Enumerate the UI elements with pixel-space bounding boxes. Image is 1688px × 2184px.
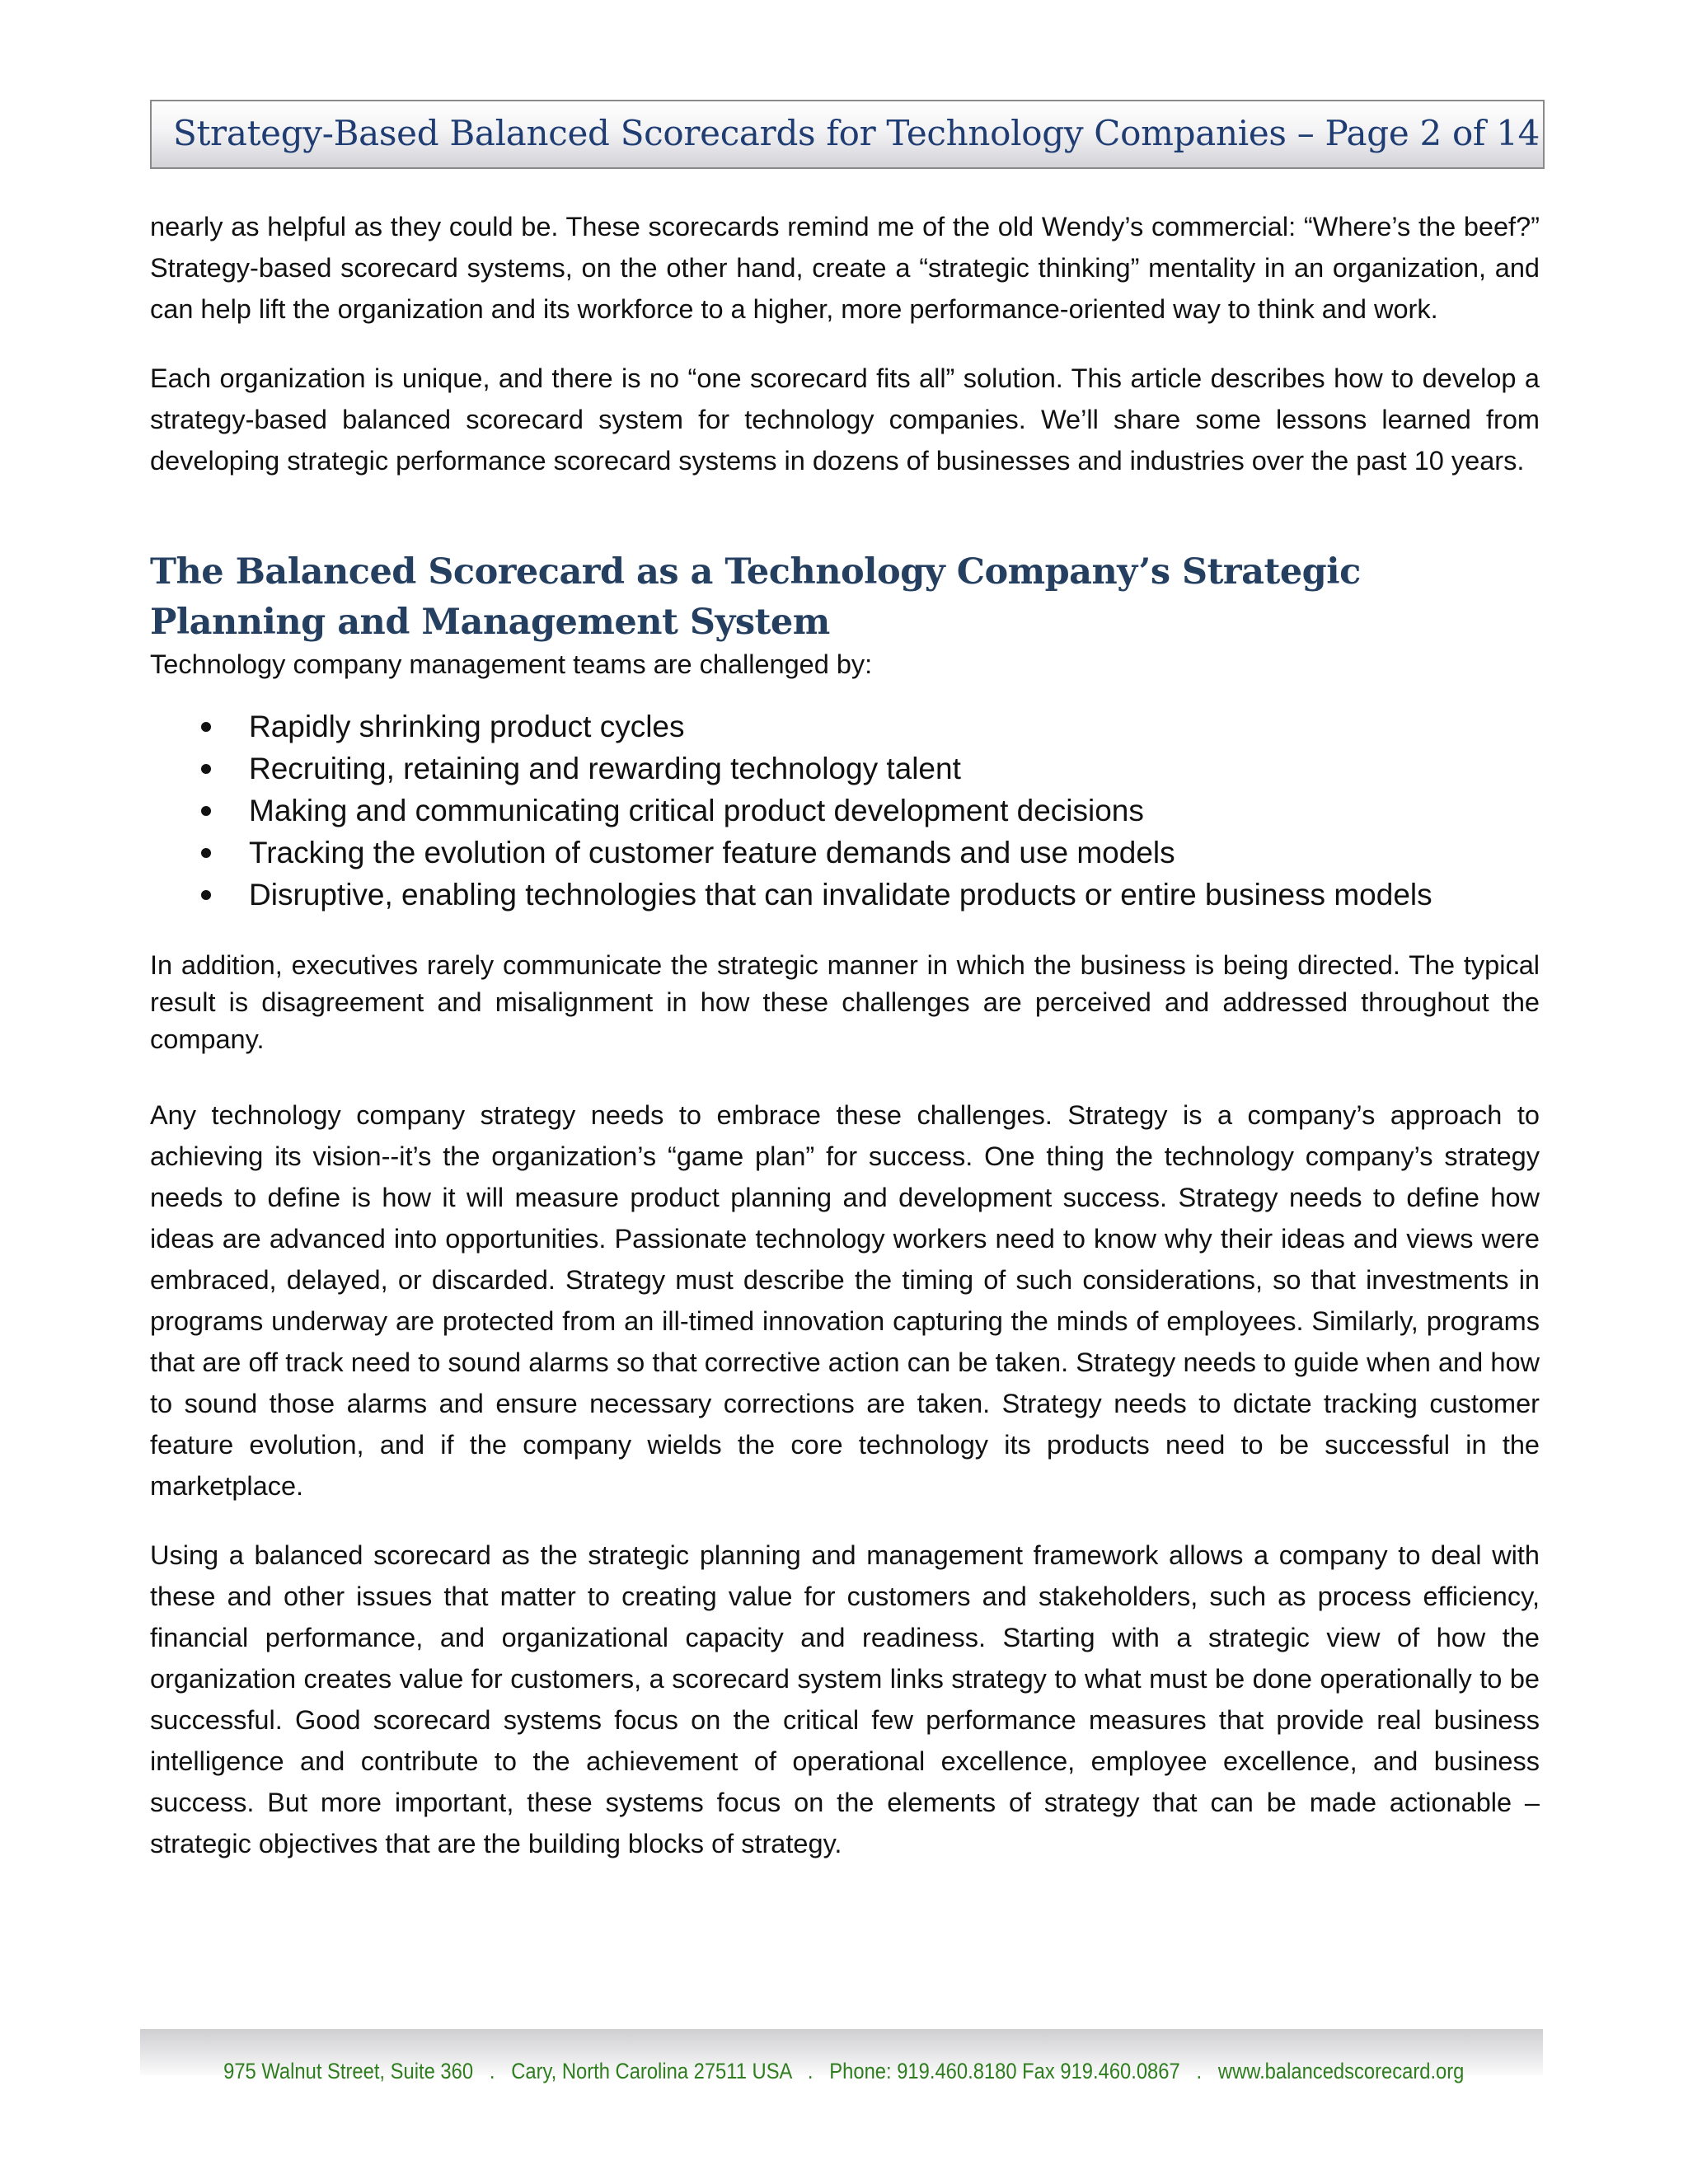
body-paragraph-2: Each organization is unique, and there is no “one scorecard fits all” solution. This article describes how to develop a strategy-based balanced scorecard system for technology companies. We’ll share some lessons learned from developing strategic performance scorecard systems in dozens of businesses and industries over the past 10 years. — [150, 363, 1540, 476]
bullet-icon — [201, 764, 211, 774]
document-body — [150, 206, 1540, 1864]
list-item-text: Recruiting, retaining and rewarding technology talent — [249, 752, 961, 785]
bullet-icon — [201, 890, 211, 900]
list-item — [150, 705, 1540, 748]
body-paragraph-4: Any technology company strategy needs to embrace these challenges. Strategy is a company’s approach to achieving its vision--it’s the organization’s “game plan” for success. One thing the technology company’s strategy needs to define is how it will measure product planning and development success. Strategy needs to define how ideas are advanced into opportunities. Passionate technology workers need to know why their ideas and views were embraced, delayed, or discarded. Strategy must describe the timing of such considerations, so that investments in programs underway are protected from an ill-timed innovation capturing the minds of employees. Similarly, programs that are off track need to sound alarms so that corrective action can be taken. Strategy needs to guide when and how to sound those alarms and ensure necessary corrections are taken. Strategy needs to dictate tracking customer feature evolution, and if the company wields the core technology its products need to be successful in the marketplace. — [150, 1100, 1540, 1501]
section-heading: The Balanced Scorecard as a Technology Company’s Strategic Planning and Management System — [150, 551, 1361, 643]
list-item-text: Tracking the evolution of customer feature demands and use models — [249, 836, 1175, 869]
list-item-text: Rapidly shrinking product cycles — [249, 710, 685, 743]
section-intro: Technology company management teams are challenged by: — [150, 649, 873, 679]
challenges-list — [150, 705, 1540, 916]
bullet-icon — [201, 848, 211, 858]
list-item — [150, 748, 1540, 790]
list-item — [150, 874, 1540, 916]
page-header-title: Strategy-Based Balanced Scorecards for Technology Companies – Page 2 of 14 — [173, 113, 1540, 153]
list-item-text: Making and communicating critical product development decisions — [249, 794, 1144, 827]
page-header — [150, 100, 1545, 169]
body-paragraph-5: Using a balanced scorecard as the strategic planning and management framework allows a company to deal with these and other issues that matter to creating value for customers and stakeholders, such as process efficiency, financial performance, and organizational capacity and readiness. Starting with a strategic view of how the organization creates value for customers, a scorecard system links strategy to what must be done operationally to be successful. Good scorecard systems focus on the critical few performance measures that provide real business intelligence and contribute to the achievement of operational excellence, employee excellence, and business success. But more important, these systems focus on the elements of strategy that can be made actionable – strategic objectives that are the building blocks of strategy. — [150, 1540, 1540, 1858]
body-paragraph-3: In addition, executives rarely communicate the strategic manner in which the business is being directed. The typical result is disagreement and misalignment in how these challenges are perceived and addressed throughout the company. — [150, 950, 1540, 1054]
list-item-text: Disruptive, enabling technologies that can invalidate products or entire business models — [249, 878, 1432, 912]
bullet-icon — [201, 722, 211, 732]
footer-contact-line: 975 Walnut Street, Suite 360 . Cary, North Carolina 27511 USA . Phone: 919.460.8180 Fax 919.460.0867 . www.balancedscorecard.org — [223, 2059, 1465, 2083]
body-paragraph-1: nearly as helpful as they could be. These scorecards remind me of the old Wendy’s commercial: “Where’s the beef?” Strategy-based scorecard systems, on the other hand, create a “strategic thinking” mentality in an organization, and can help lift the organization and its workforce to a higher, more performance-oriented way to think and work. — [150, 212, 1540, 324]
list-item — [150, 832, 1540, 874]
bullet-icon — [201, 806, 211, 816]
list-item — [150, 790, 1540, 832]
